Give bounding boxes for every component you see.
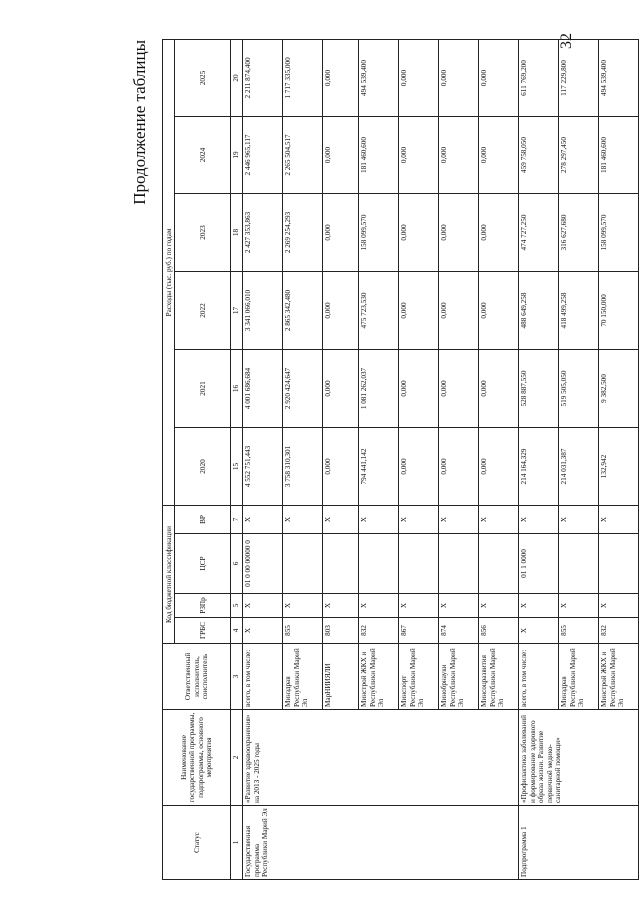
row-value-2024: 0,000 xyxy=(398,117,438,194)
row-value-2022: 70 150,000 xyxy=(598,272,638,350)
row-value-2022: 3 341 066,010 xyxy=(242,272,282,350)
row-value-2025: 0,000 xyxy=(478,39,518,116)
row-vr: X xyxy=(322,506,358,534)
col-number: 3 xyxy=(231,644,242,710)
row-grbs: 856 xyxy=(478,618,518,644)
row-value-2022: 475 723,530 xyxy=(358,272,398,350)
row-value-2023: 158 099,570 xyxy=(598,194,638,272)
row-value-2025: 0,000 xyxy=(398,39,438,116)
row-value-2023: 0,000 xyxy=(322,194,358,272)
row-value-2021: 0,000 xyxy=(398,350,438,428)
table-row xyxy=(242,39,282,879)
row-value-2021: 0,000 xyxy=(478,350,518,428)
row-executor: Минздрав Республики Марий Эл xyxy=(558,644,598,710)
row-rzpr: X xyxy=(598,594,638,618)
col-number: 16 xyxy=(231,350,242,428)
col-number: 1 xyxy=(231,806,242,880)
row-executor: всего, в том числе: xyxy=(242,644,282,710)
header-year-2025: 2025 xyxy=(175,39,231,116)
col-number: 17 xyxy=(231,272,242,350)
row-executor: Минздрав Республики Марий Эл xyxy=(282,644,322,710)
row-value-2021: 4 001 686,684 xyxy=(242,350,282,428)
row-value-2021: 519 505,050 xyxy=(558,350,598,428)
row-vr: X xyxy=(358,506,398,534)
row-status: Подпрограмма 1 xyxy=(518,806,638,880)
row-value-2024: 278 297,450 xyxy=(558,117,598,194)
row-value-2020: 3 758 310,301 xyxy=(282,428,322,506)
row-value-2022: 0,000 xyxy=(478,272,518,350)
row-rzpr: X xyxy=(558,594,598,618)
row-rzpr: X xyxy=(242,594,282,618)
header-grbs: ГРБС xyxy=(175,618,231,644)
row-csr xyxy=(398,534,438,594)
row-csr xyxy=(478,534,518,594)
row-rzpr: X xyxy=(478,594,518,618)
row-value-2020: 0,000 xyxy=(322,428,358,506)
column-number-row xyxy=(231,39,242,879)
header-status: Статус xyxy=(163,806,231,880)
header-csr: ЦСР xyxy=(175,534,231,594)
row-grbs: 803 xyxy=(322,618,358,644)
rotated-page-content xyxy=(130,40,626,880)
row-vr: X xyxy=(558,506,598,534)
row-vr: X xyxy=(598,506,638,534)
col-number: 19 xyxy=(231,117,242,194)
header-year-2022: 2022 xyxy=(175,272,231,350)
row-value-2024: 459 758,050 xyxy=(518,117,558,194)
row-value-2021: 0,000 xyxy=(322,350,358,428)
page-number: 32 xyxy=(558,33,575,49)
row-grbs: 874 xyxy=(438,618,478,644)
col-number: 18 xyxy=(231,194,242,272)
row-csr xyxy=(322,534,358,594)
row-executor: Минсоцразвития Республики Марий Эл xyxy=(478,644,518,710)
row-value-2025: 0,000 xyxy=(322,39,358,116)
row-value-2023: 2 269 254,293 xyxy=(282,194,322,272)
row-value-2025: 0,000 xyxy=(438,39,478,116)
col-number: 7 xyxy=(231,506,242,534)
col-number: 20 xyxy=(231,39,242,116)
row-csr xyxy=(358,534,398,594)
row-value-2025: 2 211 874,400 xyxy=(242,39,282,116)
row-value-2021: 2 920 424,647 xyxy=(282,350,322,428)
row-executor: МарНИИЯЛИ xyxy=(322,644,358,710)
row-value-2024: 2 446 965,117 xyxy=(242,117,282,194)
table-row xyxy=(518,39,558,879)
row-value-2020: 0,000 xyxy=(478,428,518,506)
row-value-2021: 528 887,550 xyxy=(518,350,558,428)
row-rzpr: X xyxy=(322,594,358,618)
row-vr: X xyxy=(398,506,438,534)
col-number: 4 xyxy=(231,618,242,644)
row-grbs: 855 xyxy=(558,618,598,644)
row-vr: X xyxy=(282,506,322,534)
col-number: 2 xyxy=(231,710,242,806)
row-value-2023: 316 627,680 xyxy=(558,194,598,272)
row-grbs: X xyxy=(242,618,282,644)
row-value-2024: 2 265 504,517 xyxy=(282,117,322,194)
row-value-2020: 214 164,329 xyxy=(518,428,558,506)
row-rzpr: X xyxy=(282,594,322,618)
row-value-2022: 418 499,258 xyxy=(558,272,598,350)
row-value-2020: 214 031,387 xyxy=(558,428,598,506)
row-executor: всего, в том числе: xyxy=(518,644,558,710)
row-value-2020: 0,000 xyxy=(438,428,478,506)
header-expenses: Расходы (тыс. руб.) по годам xyxy=(163,39,175,505)
row-value-2022: 0,000 xyxy=(398,272,438,350)
row-value-2023: 0,000 xyxy=(398,194,438,272)
row-value-2023: 158 099,570 xyxy=(358,194,398,272)
header-name: Наименование государственной программы, подпрограммы, основного мероприятия xyxy=(163,710,231,806)
header-budget-code: Код бюджетной классификации xyxy=(163,506,175,644)
row-rzpr: X xyxy=(398,594,438,618)
row-name: «Развитие здравоохранения» на 2013 - 2025 годы xyxy=(242,710,518,806)
header-year-2023: 2023 xyxy=(175,194,231,272)
row-value-2025: 1 717 335,000 xyxy=(282,39,322,116)
row-grbs: 832 xyxy=(598,618,638,644)
row-grbs: X xyxy=(518,618,558,644)
row-value-2024: 0,000 xyxy=(478,117,518,194)
row-vr: X xyxy=(478,506,518,534)
row-csr: 01 0 00 00000 0 xyxy=(242,534,282,594)
row-vr: X xyxy=(242,506,282,534)
row-grbs: 832 xyxy=(358,618,398,644)
row-grbs: 855 xyxy=(282,618,322,644)
table-continuation-title: Продолжение таблицы xyxy=(130,40,149,205)
row-status: Государственная программа Республики Марий Эл xyxy=(242,806,518,880)
row-value-2020: 794 441,142 xyxy=(358,428,398,506)
header-vr: ВР xyxy=(175,506,231,534)
row-csr xyxy=(558,534,598,594)
row-value-2025: 494 539,400 xyxy=(598,39,638,116)
col-number: 15 xyxy=(231,428,242,506)
row-value-2022: 2 865 342,480 xyxy=(282,272,322,350)
row-csr xyxy=(438,534,478,594)
header-year-2021: 2021 xyxy=(175,350,231,428)
row-value-2021: 1 081 262,037 xyxy=(358,350,398,428)
row-value-2024: 0,000 xyxy=(438,117,478,194)
row-value-2025: 611 769,200 xyxy=(518,39,558,116)
row-value-2022: 0,000 xyxy=(438,272,478,350)
col-number: 6 xyxy=(231,534,242,594)
row-value-2021: 0,000 xyxy=(438,350,478,428)
header-executor: Ответственный исполнитель, соисполнитель xyxy=(163,644,231,710)
header-year-2024: 2024 xyxy=(175,117,231,194)
row-value-2020: 0,000 xyxy=(398,428,438,506)
row-value-2024: 181 460,600 xyxy=(358,117,398,194)
row-value-2023: 2 427 353,863 xyxy=(242,194,282,272)
header-rzpr: РЗПр xyxy=(175,594,231,618)
row-rzpr: X xyxy=(518,594,558,618)
row-rzpr: X xyxy=(438,594,478,618)
row-executor: Минспорт Республики Марий Эл xyxy=(398,644,438,710)
row-value-2020: 4 552 751,443 xyxy=(242,428,282,506)
row-csr xyxy=(598,534,638,594)
row-vr: X xyxy=(518,506,558,534)
row-vr: X xyxy=(438,506,478,534)
row-value-2023: 474 727,250 xyxy=(518,194,558,272)
row-value-2023: 0,000 xyxy=(438,194,478,272)
row-csr xyxy=(282,534,322,594)
row-value-2025: 117 229,800 xyxy=(558,39,598,116)
row-value-2022: 488 649,258 xyxy=(518,272,558,350)
row-value-2022: 0,000 xyxy=(322,272,358,350)
header-year-2020: 2020 xyxy=(175,428,231,506)
row-value-2021: 9 382,500 xyxy=(598,350,638,428)
header-row-1 xyxy=(163,39,175,879)
row-name: «Профилактика заболеваний и формирование здорового образа жизни. Развитие первичной медико-санитарной помощи» xyxy=(518,710,638,806)
col-number: 5 xyxy=(231,594,242,618)
row-executor: Минстрой ЖКХ и Республики Марий Эл xyxy=(598,644,638,710)
row-csr: 01 1 0000 xyxy=(518,534,558,594)
row-value-2024: 0,000 xyxy=(322,117,358,194)
row-value-2023: 0,000 xyxy=(478,194,518,272)
row-value-2025: 494 539,400 xyxy=(358,39,398,116)
row-rzpr: X xyxy=(358,594,398,618)
row-value-2020: 132,942 xyxy=(598,428,638,506)
row-grbs: 867 xyxy=(398,618,438,644)
row-executor: Минстрой ЖКХ и Республики Марий Эл xyxy=(358,644,398,710)
budget-table xyxy=(162,39,639,880)
row-value-2024: 181 460,600 xyxy=(598,117,638,194)
row-executor: Минобрнауки Республики Марий Эл xyxy=(438,644,478,710)
